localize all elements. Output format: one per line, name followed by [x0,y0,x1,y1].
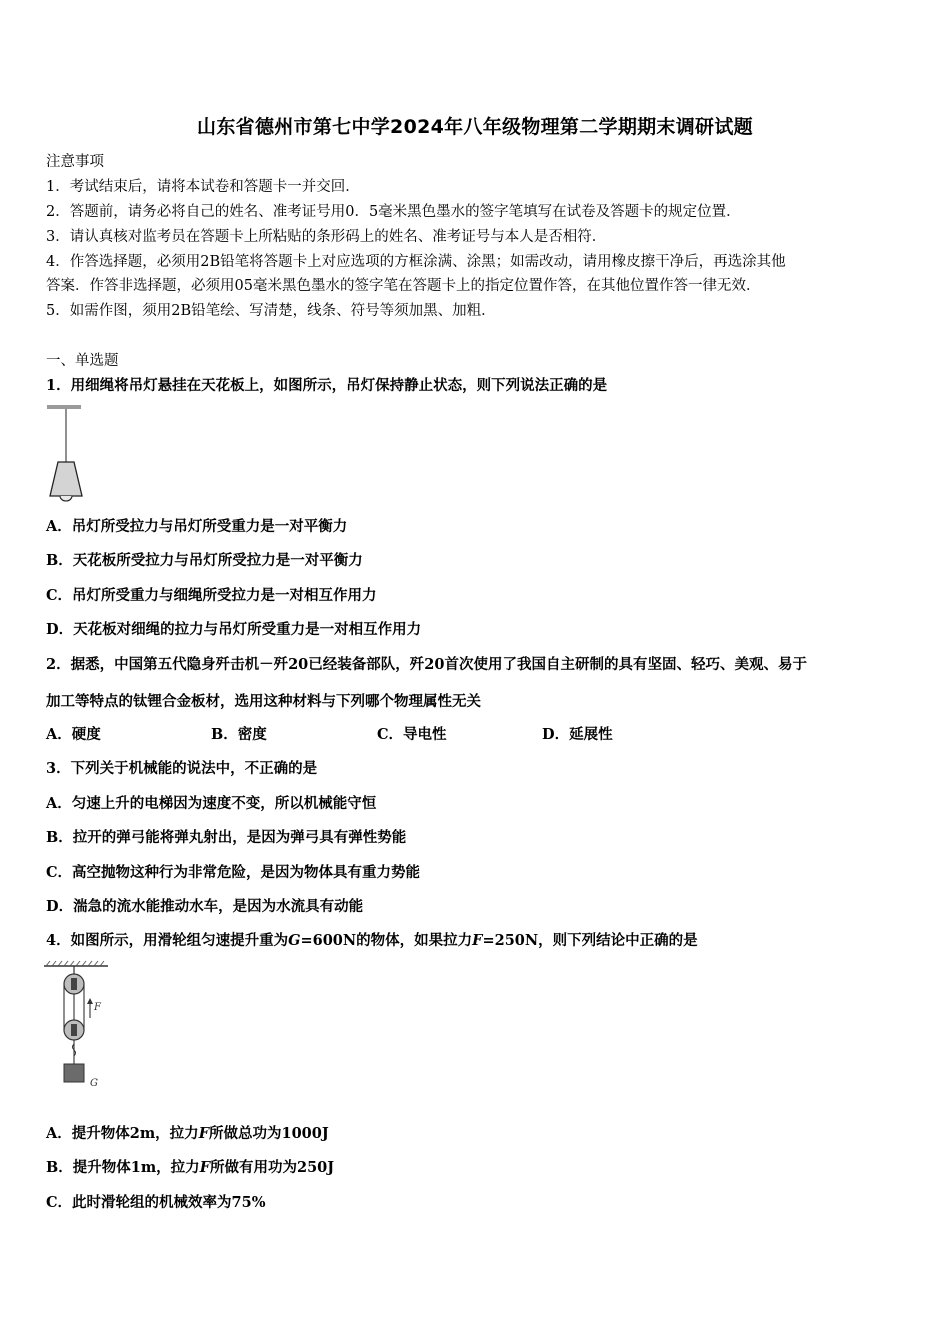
fixed-pulley-bracket [71,978,77,990]
notice-item-2: 2．答题前，请务必将自己的姓名、准考证号用0．5毫米黑色墨水的签字笔填写在试卷及答题卡的规定位置． [46,204,741,220]
pull-arrow-head [87,998,93,1004]
notice-item-5: 5．如需作图，须用2B铅笔绘、写清楚，线条、符号等须加黑、加粗． [46,303,496,319]
q3-option-d: D．湍急的流水能推动水车，是因为水流具有动能 [46,898,364,915]
weight-block [64,1064,84,1082]
q4-option-b-part-1: B．提升物体1m，拉力 [46,1159,200,1176]
q3-option-c: C．高空抛物这种行为非常危险，是因为物体具有重力势能 [46,864,421,881]
pulley-system-figure [42,960,112,1096]
q4-stem-part-2: =600N的物体，如果拉力 [300,932,473,949]
q1-option-c: C．吊灯所受重力与细绳所受拉力是一对相互作用力 [46,587,377,604]
notice-item-4: 4．作答选择题，必须用2B铅笔将答题卡上对应选项的方框涂满、涂黑；如需改动，请用橡皮擦干净后，再选涂其他 [46,254,786,270]
q4-option-a-force-symbol: F [198,1125,209,1142]
figure-force-label: F [94,1002,101,1013]
q4-option-b-part-2: 所做有用功为250J [209,1159,335,1176]
q4-option-a-part-1: A．提升物体2m，拉力 [46,1125,199,1142]
movable-pulley-bracket [71,1024,77,1036]
figure-weight-label: G [90,1078,98,1089]
q1-option-d: D．天花板对细绳的拉力与吊灯所受重力是一对相互作用力 [46,621,422,638]
page-title: 山东省德州市第七中学2024年八年级物理第二学期期末调研试题 [197,116,753,138]
q3-option-b: B．拉开的弹弓能将弹丸射出，是因为弹弓具有弹性势能 [46,829,407,846]
q4-option-b [46,1158,334,1178]
notice-item-3: 3．请认真核对监考员在答题卡上所粘贴的条形码上的姓名、准考证号与本人是否相符． [46,229,607,245]
q3-option-a: A．匀速上升的电梯因为速度不变，所以机械能守恒 [46,795,377,812]
q2-option-a: A．硬度 [46,726,101,743]
q1-option-b: B．天花板所受拉力与吊灯所受拉力是一对平衡力 [46,552,363,569]
lamp-shade [50,462,82,496]
q2-option-d: D．延展性 [542,726,613,743]
question-3-stem: 3．下列关于机械能的说法中，不正确的是 [46,760,318,777]
q4-stem-weight-symbol: G [288,932,301,949]
ceiling-bar [47,405,81,409]
question-4-stem [46,931,698,951]
question-2-stem-cont: 加工等特点的钛锂合金板材，选用这种材料与下列哪个物理属性无关 [46,693,481,710]
q2-option-b: B．密度 [211,726,267,743]
hanging-lamp-figure [44,404,92,504]
section-heading: 一、单选题 [46,353,119,369]
question-1-stem: 1．用细绳将吊灯悬挂在天花板上，如图所示，吊灯保持静止状态，则下列说法正确的是 [46,377,608,394]
notice-heading: 注意事项 [46,154,104,170]
q4-stem-force-symbol: F [472,932,483,949]
notice-item-4-cont: 答案．作答非选择题，必须用05毫米黑色墨水的签字笔在答题卡上的指定位置作答，在其他位置作答一律无效． [46,278,761,294]
lamp-bulb [60,496,72,501]
q4-stem-part-3: =250N，则下列结论中正确的是 [482,932,698,949]
q4-option-b-force-symbol: F [199,1159,210,1176]
q2-option-c: C．导电性 [377,726,447,743]
q4-option-a-part-2: 所做总功为1000J [208,1125,329,1142]
q4-option-a [46,1124,329,1144]
question-2-stem: 2．据悉，中国第五代隐身歼击机－歼20已经装备部队，歼20首次使用了我国自主研制的具有坚固、轻巧、美观、易于 [46,656,807,673]
ceiling-hatch [46,961,104,966]
q1-option-a: A．吊灯所受拉力与吊灯所受重力是一对平衡力 [46,518,348,535]
q4-stem-part-1: 4．如图所示，用滑轮组匀速提升重为 [46,932,289,949]
notice-item-1: 1．考试结束后，请将本试卷和答题卡一并交回． [46,179,360,195]
q4-option-c: C．此时滑轮组的机械效率为75% [46,1194,266,1211]
